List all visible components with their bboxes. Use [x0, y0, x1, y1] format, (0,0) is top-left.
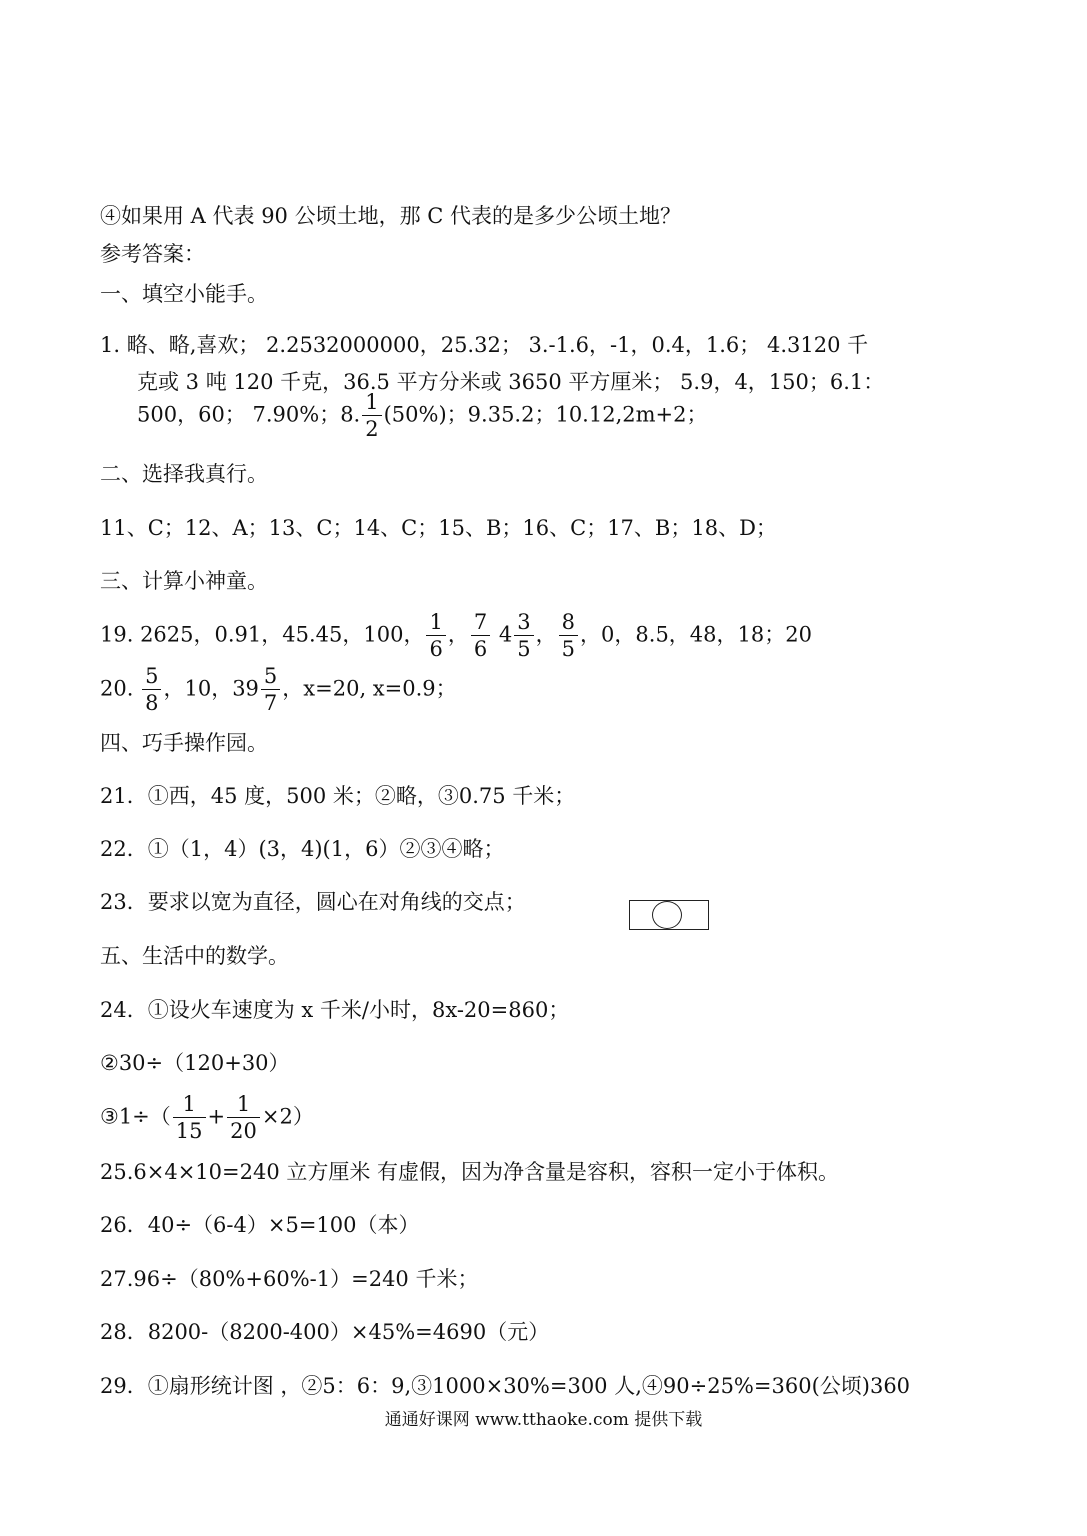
answer-25: 25.6×4×10=240 立方厘米 有虚假，因为净含量是容积，容积一定小于体积。 [100, 1160, 840, 1184]
section-1-heading: 一、填空小能手。 [100, 282, 268, 306]
reference-answers-heading: 参考答案： [100, 242, 205, 266]
answer-26: 26．40÷（6-4）×5=100（本） [100, 1213, 420, 1237]
answer-20-start: 20. [100, 676, 134, 701]
answer-24-part-3-start: ③1÷（ [100, 1104, 171, 1129]
answer-22: 22．①（1，4）(3，4)(1，6）②③④略； [100, 837, 505, 861]
answer-23: 23．要求以宽为直径，圆心在对角线的交点； [100, 890, 526, 914]
question-4-text: ④如果用 A 代表 90 公顷土地，那 C 代表的是多少公顷土地？ [100, 204, 682, 228]
section-2-heading: 二、选择我真行。 [100, 462, 268, 486]
answer-21: 21．①西，45 度，500 米；②略，③0.75 千米； [100, 784, 576, 808]
answers-11-18: 11、C；12、A；13、C；14、C；15、B；16、C；17、B；18、D； [100, 516, 777, 540]
answer-28: 28．8200-（8200-400）×45%=4690（元） [100, 1320, 550, 1344]
answer-19-end: ，0，8.5，48，18；20 [580, 622, 812, 647]
answer-1-line-3-end: (50%)；9.35.2；10.12,2m+2； [383, 402, 708, 427]
section-4-heading: 四、巧手操作园。 [100, 731, 268, 755]
answer-24-part-3 [100, 1094, 314, 1142]
page-footer: 通通好课网 www.tthaoke.com 提供下载 [384, 1410, 703, 1430]
answer-1-line-3 [137, 392, 708, 440]
rectangle-with-circle-figure [629, 900, 709, 930]
fraction-5-7: $\frac{5}{7}$ [261, 666, 280, 714]
answer-27: 27.96÷（80%+60%-1）=240 千米； [100, 1267, 479, 1291]
fraction-1-6: $\frac{1}{6}$ [426, 612, 445, 660]
answer-19-start: 19. 2625，0.91，45.45，100， [100, 622, 425, 647]
fraction-5-8: $\frac{5}{8}$ [142, 666, 161, 714]
answer-1-line-2: 克或 3 吨 120 千克，36.5 平方分米或 3650 平方厘米； 5.9，4，150；6.1： [137, 370, 885, 394]
answer-29: 29．①扇形统计图 ，②5：6：9,③1000×30%=300 人,④90÷25%=360(公顷)360 [100, 1374, 911, 1398]
answer-20-end: ，x=20, x=0.9； [282, 676, 457, 701]
answer-24-part-2: ②30÷（120+30） [100, 1051, 290, 1075]
fraction-3-5: $\frac{3}{5}$ [514, 612, 533, 660]
section-5-heading: 五、生活中的数学。 [100, 944, 289, 968]
plus-sign: + [207, 1104, 226, 1129]
answer-24-part-3-end: ×2） [261, 1104, 314, 1129]
fraction-7-6: $\frac{7}{6}$ [471, 612, 490, 660]
fraction-1-15: $\frac{1}{15}$ [173, 1094, 206, 1142]
inscribed-circle [652, 901, 682, 929]
fraction-1-20: $\frac{1}{20}$ [227, 1094, 260, 1142]
fraction-one-half: $\frac{1}{2}$ [362, 392, 381, 440]
section-3-heading: 三、计算小神童。 [100, 569, 268, 593]
answer-1-line-3-start: 500，60； 7.90%；8. [137, 402, 361, 427]
answer-19 [100, 612, 812, 660]
answer-19-sep-3: ， [535, 622, 557, 647]
fraction-8-5: $\frac{8}{5}$ [559, 612, 578, 660]
answer-1-line-1: 1. 略、略,喜欢； 2.2532000000，25.32； 3.-1.6，-1，0.4，1.6； 4.3120 千 [100, 333, 869, 357]
mixed-number-whole: 4 [498, 622, 513, 647]
answer-20-middle: ，10，39 [163, 676, 259, 701]
answer-24-part-1: 24．①设火车速度为 x 千米/小时，8x-20=860； [100, 998, 570, 1022]
answer-19-sep-1: ， [447, 622, 469, 647]
answer-20 [100, 666, 457, 714]
